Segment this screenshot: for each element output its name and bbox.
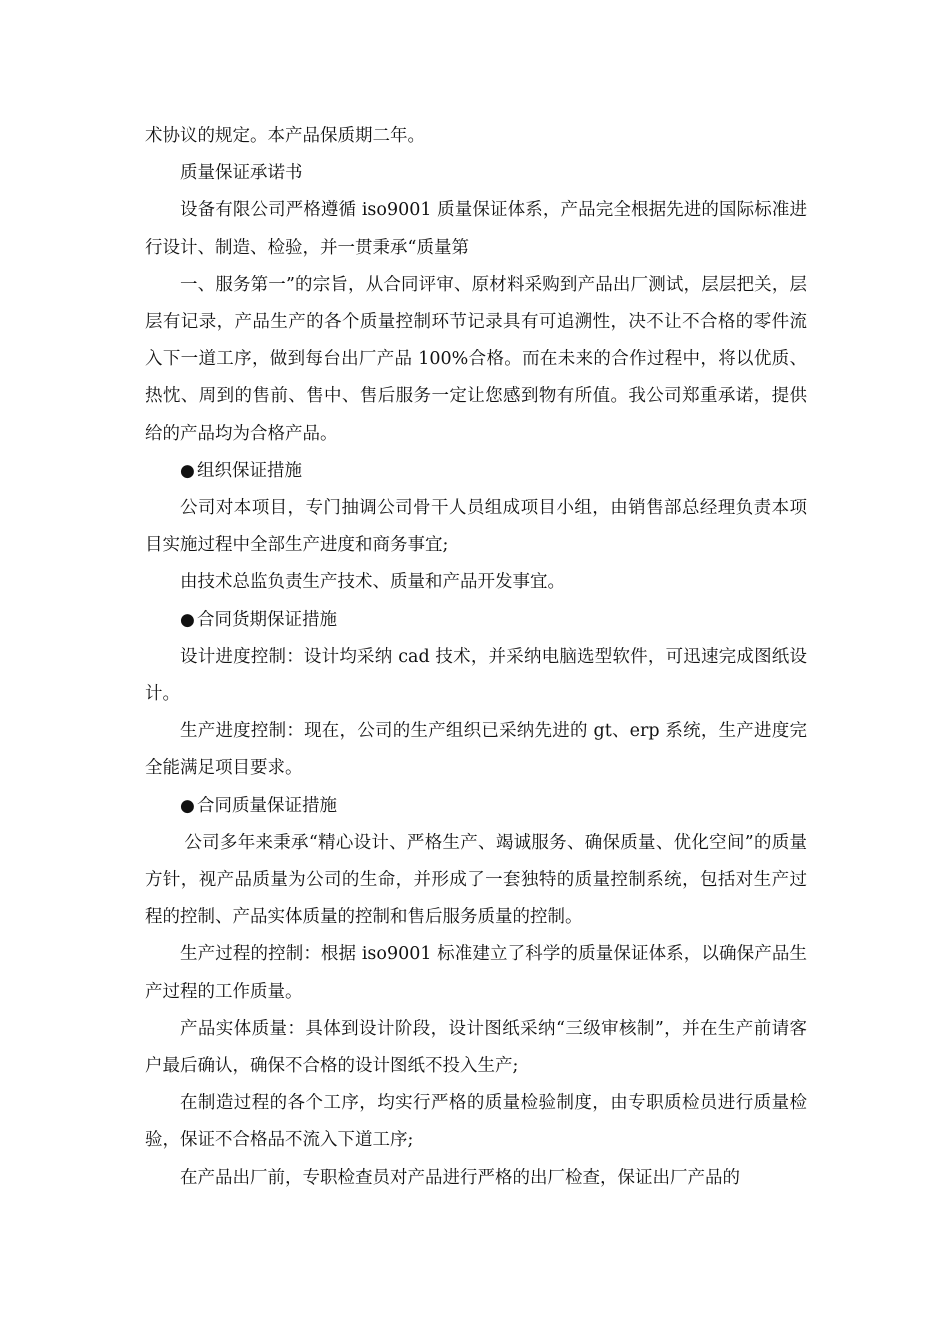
paragraph: 公司对本项目，专门抽调公司骨干人员组成项目小组，由销售部总经理负责本项目实施过程中全部生产进度和商务事宜; — [145, 498, 807, 556]
bullet-dot-icon: ● — [180, 795, 195, 816]
paragraph: 产品实体质量：具体到设计阶段，设计图纸采纳“三级审核制”，并在生产前请客户最后确认，确保不合格的设计图纸不投入生产; — [145, 1018, 807, 1077]
paragraph: 在制造过程的各个工序，均实行严格的质量检验制度，由专职质检员进行质量检验，保证不合格品不流入下道工序; — [145, 1093, 807, 1151]
paragraph: 设备有限公司严格遵循 iso9001 质量保证体系，产品完全根据先进的国际标准进行设计、制造、检验，并一贯秉承“质量第 — [145, 200, 807, 258]
bullet-heading-organization — [145, 453, 807, 490]
paragraph: 生产进度控制：现在，公司的生产组织已采纳先进的 gt、erp 系统，生产进度完全能满足项目要求。 — [145, 721, 807, 779]
paragraph: 生产过程的控制：根据 iso9001 标准建立了科学的质量保证体系，以确保产品生产过程的工作质量。 — [145, 944, 807, 1002]
paragraph: 公司多年来秉承“精心设计、严格生产、竭诚服务、确保质量、优化空间”的质量方针，视产品质量为公司的生命，并形成了一套独特的质量控制系统，包括对生产过程的控制、产品实体质量的控制和售后服务质量的控制。 — [145, 832, 807, 928]
bullet-dot-icon: ● — [180, 460, 195, 481]
paragraph: 由技术总监负责生产技术、质量和产品开发事宜。 — [180, 572, 565, 593]
paragraph: 设计进度控制：设计均采纳 cad 技术，并采纳电脑选型软件，可迅速完成图纸设计。 — [145, 646, 807, 705]
paragraph-continuation: 术协议的规定。本产品保质期二年。 — [145, 126, 425, 146]
bullet-heading-text: 合同质量保证措施 — [197, 795, 337, 816]
paragraph: 一、服务第一”的宗旨，从合同评审、原材料采购到产品出厂测试，层层把关，层层有记录，产品生产的各个质量控制环节记录具有可追溯性，决不让不合格的零件流入下一道工序，做到每台出厂产品 100%合格。而在未来的合作过程中，将以优质、热忱、周到的售前、售中、售后服务一定让您感到物有所值。我公司郑重承诺，提供给的产品均为合格产品。 — [145, 274, 807, 444]
bullet-heading-quality — [145, 788, 807, 825]
bullet-heading-text: 组织保证措施 — [197, 460, 302, 481]
paragraph: 在产品出厂前，专职检查员对产品进行严格的出厂检查，保证出厂产品的 — [180, 1167, 740, 1188]
document-body — [145, 118, 807, 1197]
bullet-heading-text: 合同货期保证措施 — [197, 609, 337, 630]
bullet-heading-delivery — [145, 602, 807, 639]
section-heading-quality-commitment: 质量保证承诺书 — [180, 163, 303, 184]
bullet-dot-icon: ● — [180, 609, 195, 630]
